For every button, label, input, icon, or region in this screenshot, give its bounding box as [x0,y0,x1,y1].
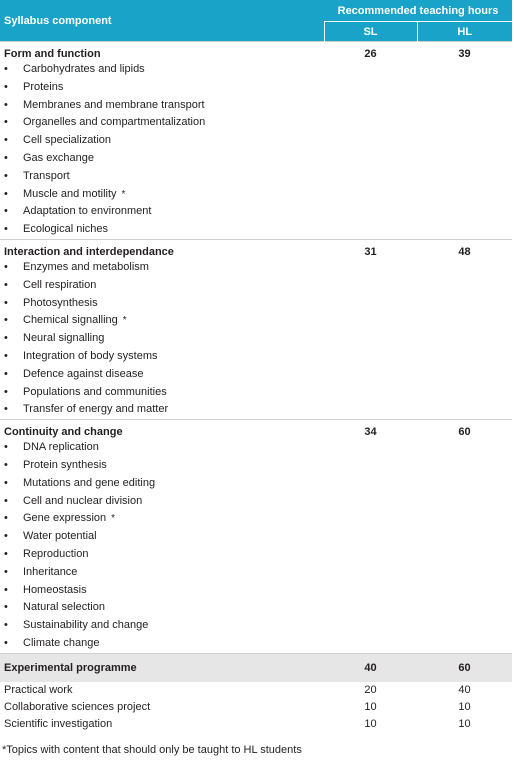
bullet-icon: • [4,619,8,632]
section-hl-hours: 39 [417,42,512,240]
topic-label: Homeostasis [23,583,87,596]
topic-label: Muscle and motility [23,187,117,200]
bullet-icon: • [4,314,8,327]
topic-item [0,475,324,493]
topic-item [0,635,324,653]
topic-label: Photosynthesis [23,296,98,309]
topic-item [0,439,324,457]
topic-label: Populations and communities [23,385,167,398]
section-topics-cell [0,420,324,654]
bullet-icon: • [4,530,8,543]
teaching-hours-header: Recommended teaching hours [324,0,512,22]
topic-label: Enzymes and metabolism [23,260,149,273]
topic-label: Cell and nuclear division [23,494,143,507]
topic-label: Integration of body systems [23,349,158,362]
topic-label: Mutations and gene editing [23,476,156,489]
topic-list [0,259,324,419]
topic-label: Gene expression [23,512,107,525]
section-title: Continuity and change [4,426,123,439]
bullet-icon: • [4,441,8,454]
section-hl-hours: 48 [417,239,512,419]
section-row [0,420,512,654]
bullet-icon: • [4,512,8,525]
topic-label: Inheritance [23,565,78,578]
hl-header: HL [417,22,512,42]
experimental-subrow [0,716,512,733]
topic-item [0,312,324,330]
topic-item [0,528,324,546]
topic-label: Proteins [23,80,64,93]
topic-item [0,168,324,186]
bullet-icon: • [4,547,8,560]
section-title: Form and function [4,48,101,60]
topic-item [0,221,324,239]
experimental-subrow [0,699,512,716]
experimental-programme-title: Experimental programme [0,653,324,682]
topic-item [0,186,324,204]
subrow-hl: 10 [458,717,471,730]
topic-label: Reproduction [23,547,89,560]
topic-label: Climate change [23,636,100,649]
bullet-icon: • [4,476,8,489]
bullet-icon: • [4,134,8,147]
subrow-label: Practical work [4,683,73,696]
topic-item [0,295,324,313]
topic-label: Natural selection [23,601,105,614]
topic-item [0,97,324,115]
topic-label: Cell respiration [23,278,97,291]
bullet-icon: • [4,80,8,93]
topic-item [0,401,324,419]
topic-label: Ecological niches [23,223,108,236]
topic-label: Neural signalling [23,332,105,345]
bullet-icon: • [4,63,8,75]
topic-label: Cell specialization [23,134,112,147]
topic-item [0,457,324,475]
topic-item [0,510,324,528]
bullet-icon: • [4,296,8,309]
hl-only-marker: * [122,315,127,327]
topic-item [0,150,324,168]
bullet-icon: • [4,494,8,507]
topic-item [0,493,324,511]
bullet-icon: • [4,278,8,291]
bullet-icon: • [4,403,8,416]
bullet-icon: • [4,349,8,362]
bullet-icon: • [4,187,8,200]
experimental-programme-row [0,653,512,682]
topic-item [0,582,324,600]
topic-label: Membranes and membrane transport [23,98,205,111]
topic-item [0,366,324,384]
bullet-icon: • [4,116,8,129]
topic-item [0,384,324,402]
syllabus-component-header: Syllabus component [0,0,324,42]
topic-label: Gas exchange [23,151,94,164]
topic-label: Water potential [23,530,97,543]
topic-label: Chemical signalling [23,314,118,327]
section-topics-cell [0,239,324,419]
subrow-label: Collaborative sciences project [4,700,151,713]
topic-label: Transfer of energy and matter [23,403,169,416]
topic-label: Organelles and compartmentalization [23,116,206,129]
topic-item [0,546,324,564]
topic-label: DNA replication [23,441,99,454]
topic-label: Transport [23,169,70,182]
topic-item [0,132,324,150]
subrow-sl: 10 [364,700,377,713]
sl-header: SL [324,22,417,42]
bullet-icon: • [4,205,8,218]
bullet-icon: • [4,332,8,345]
bullet-icon: • [4,367,8,380]
section-title: Interaction and interdependance [4,245,174,258]
topic-label: Sustainability and change [23,619,149,632]
section-row [0,239,512,419]
section-topics-cell [0,42,324,240]
section-row [0,42,512,240]
topic-item [0,61,324,79]
topic-item [0,259,324,277]
bullet-icon: • [4,98,8,111]
topic-label: Defence against disease [23,367,144,380]
topic-item [0,564,324,582]
topic-item [0,348,324,366]
topic-label: Carbohydrates and lipids [23,63,145,75]
topic-item [0,330,324,348]
experimental-hl-hours: 60 [417,653,512,682]
bullet-icon: • [4,583,8,596]
section-sl-hours: 31 [324,239,417,419]
bullet-icon: • [4,601,8,614]
topic-item [0,114,324,132]
subrow-hl: 10 [458,700,471,713]
section-sl-hours: 34 [324,420,417,654]
subrow-sl: 10 [364,717,377,730]
bullet-icon: • [4,565,8,578]
section-sl-hours: 26 [324,42,417,240]
topic-list [0,61,324,239]
topic-label: Adaptation to environment [23,205,152,218]
bullet-icon: • [4,151,8,164]
subrow-hl: 40 [458,683,471,696]
hl-only-marker: * [121,188,126,200]
bullet-icon: • [4,169,8,182]
section-hl-hours: 60 [417,420,512,654]
topic-label: Protein synthesis [23,458,107,471]
bullet-icon: • [4,260,8,273]
topic-item [0,617,324,635]
topic-item [0,79,324,97]
bullet-icon: • [4,385,8,398]
subrow-sl: 20 [364,683,377,696]
hl-only-marker: * [111,513,116,525]
topic-item [0,599,324,617]
topic-item [0,203,324,221]
topic-item [0,277,324,295]
experimental-sl-hours: 40 [324,653,417,682]
experimental-subrow [0,682,512,699]
bullet-icon: • [4,636,8,649]
bullet-icon: • [4,458,8,471]
footnote: *Topics with content that should only be taught to HL students [2,744,302,756]
topic-list [0,439,324,653]
subrow-label: Scientific investigation [4,717,113,730]
bullet-icon: • [4,223,8,236]
